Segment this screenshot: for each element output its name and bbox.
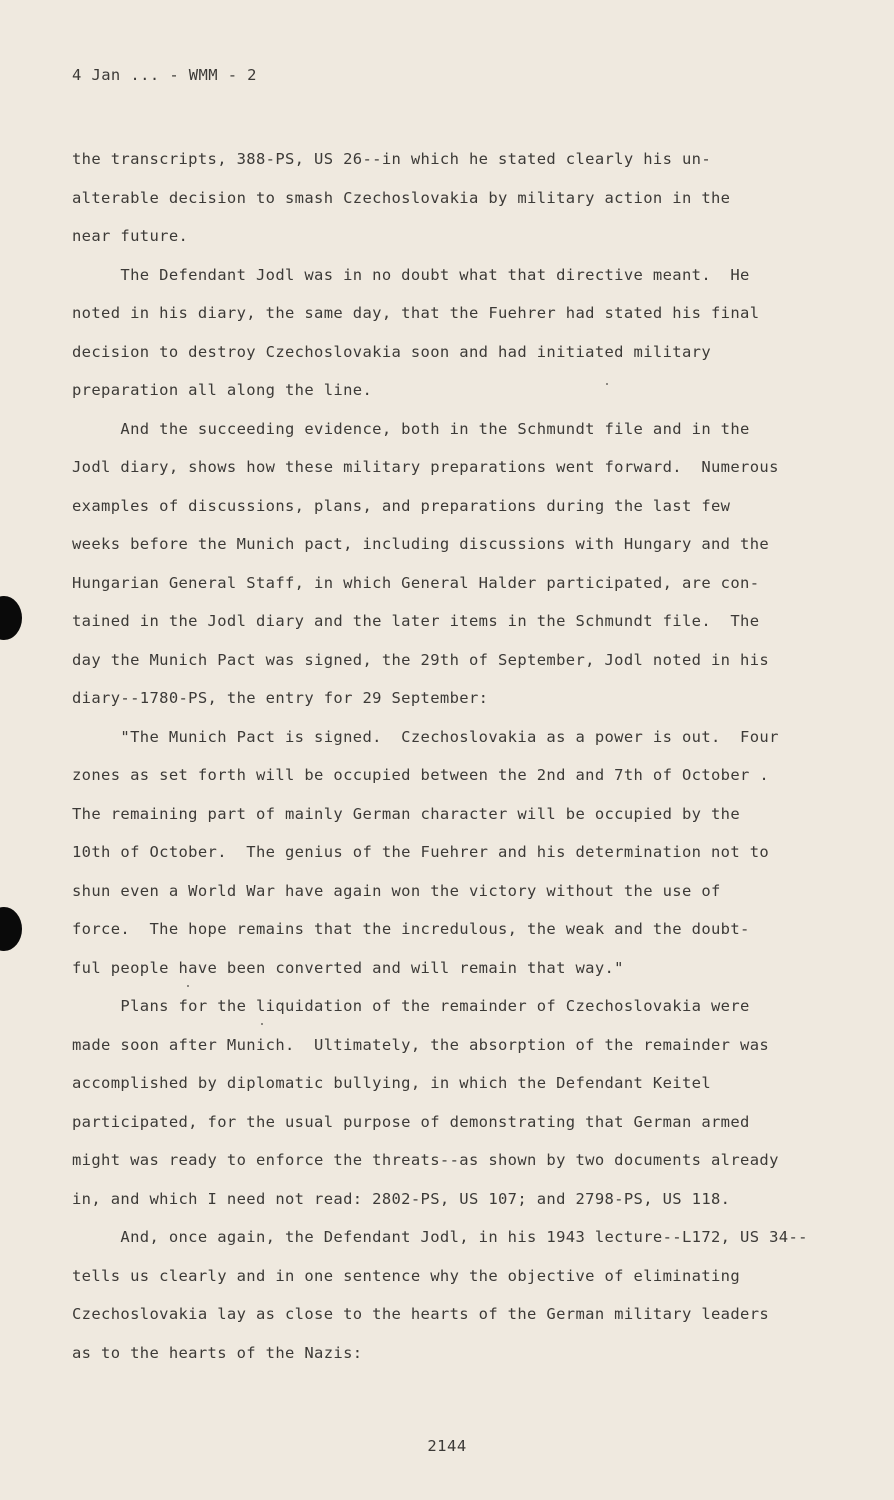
- text-line: alterable decision to smash Czechoslovakia by military action in the: [72, 188, 731, 207]
- text-line: weeks before the Munich pact, including discussions with Hungary and the: [72, 535, 770, 553]
- page-number: 2144: [427, 1437, 467, 1455]
- text-line: in, and which I need not read: 2802-PS, US 107; and 2798-PS, US 118.: [72, 1189, 731, 1208]
- paper-speck: [187, 985, 189, 987]
- text-line: made soon after Munich. Ultimately, the absorption of the remainder was: [72, 1035, 770, 1054]
- text-line: Jodl diary, shows how these military preparations went forward. Numerous: [72, 458, 779, 476]
- text-line: And, once again, the Defendant Jodl, in his 1943 lecture--L172, US 34--: [72, 1228, 808, 1246]
- text-line: day the Munich Pact was signed, the 29th of September, Jodl noted in his: [72, 650, 770, 669]
- text-line: zones as set forth will be occupied between the 2nd and 7th of October .: [72, 766, 770, 784]
- text-line: the transcripts, 388-PS, US 26--in which he stated clearly his un-: [72, 150, 711, 168]
- paper-speck: [261, 1023, 263, 1025]
- text-line: ful people have been converted and will remain that way.": [72, 958, 624, 977]
- text-line: tained in the Jodl diary and the later items in the Schmundt file. The: [72, 612, 760, 630]
- text-line: as to the hearts of the Nazis:: [72, 1343, 363, 1362]
- paper-speck: [606, 383, 608, 385]
- punch-hole: [0, 596, 22, 640]
- text-line: noted in his diary, the same day, that the Fuehrer had stated his final: [72, 304, 760, 322]
- punch-hole: [0, 907, 22, 951]
- text-line: participated, for the usual purpose of demonstrating that German armed: [72, 1112, 750, 1131]
- text-line: The remaining part of mainly German character will be occupied by the: [72, 804, 741, 823]
- text-line: near future.: [72, 227, 189, 245]
- page-header: 4 Jan ... - WMM - 2: [72, 66, 257, 84]
- text-line: accomplished by diplomatic bullying, in which the Defendant Keitel: [72, 1074, 711, 1092]
- text-line: might was ready to enforce the threats--as shown by two documents already: [72, 1151, 779, 1169]
- text-line: diary--1780-PS, the entry for 29 September:: [72, 689, 489, 707]
- text-line: Plans for the liquidation of the remainder of Czechoslovakia were: [72, 997, 750, 1015]
- text-line: 10th of October. The genius of the Fuehrer and his determination not to: [72, 843, 770, 861]
- text-line: "The Munich Pact is signed. Czechoslovakia as a power is out. Four: [72, 727, 779, 746]
- text-line: preparation all along the line.: [72, 381, 373, 399]
- text-line: The Defendant Jodl was in no doubt what that directive meant. He: [72, 265, 750, 284]
- text-line: Hungarian General Staff, in which General Halder participated, are con-: [72, 573, 760, 592]
- text-line: force. The hope remains that the incredulous, the weak and the doubt-: [72, 920, 750, 938]
- text-line: shun even a World War have again won the victory without the use of: [72, 881, 721, 900]
- text-line: decision to destroy Czechoslovakia soon and had initiated military: [72, 342, 711, 361]
- text-line: tells us clearly and in one sentence why the objective of eliminating: [72, 1266, 741, 1285]
- text-line: And the succeeding evidence, both in the Schmundt file and in the: [72, 419, 750, 438]
- text-line: examples of discussions, plans, and preparations during the last few: [72, 496, 731, 515]
- text-line: Czechoslovakia lay as close to the hearts of the German military leaders: [72, 1305, 770, 1323]
- body-text: [72, 140, 808, 1372]
